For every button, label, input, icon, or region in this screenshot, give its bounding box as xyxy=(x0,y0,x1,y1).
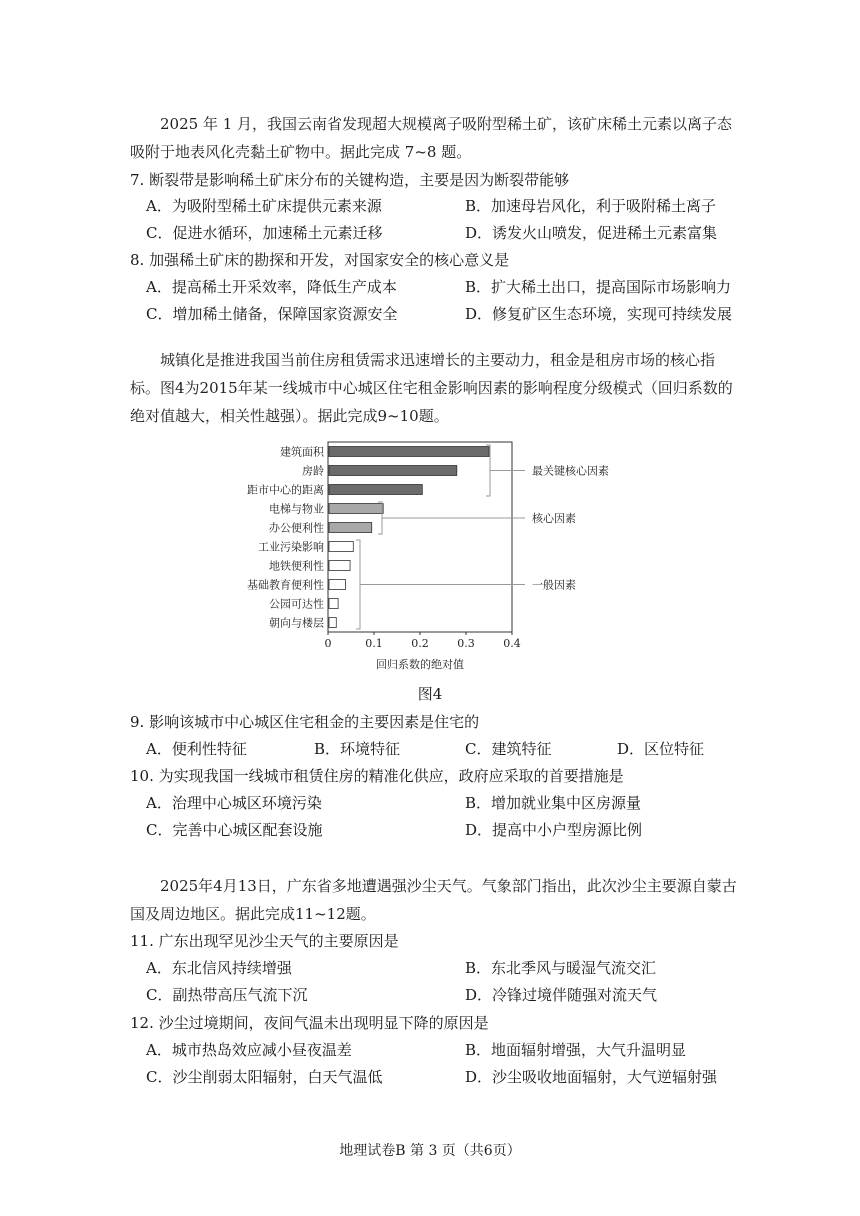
bar-5 xyxy=(329,542,353,552)
question-11-stem: 11. 广东出现罕见沙尘天气的主要原因是 xyxy=(130,932,399,950)
q9-option-a[interactable]: A．便利性特征 xyxy=(146,740,247,758)
question-10-stem: 10. 为实现我国一线城市租赁住房的精准化供应，政府应采取的首要措施是 xyxy=(130,767,624,785)
q8-option-a[interactable]: A．提高稀土开采效率，降低生产成本 xyxy=(146,278,397,296)
bar-4 xyxy=(329,523,372,533)
q10-option-d[interactable]: D．提高中小户型房源比例 xyxy=(465,821,643,839)
question-12-stem: 12. 沙尘过境期间，夜间气温未出现明显下降的原因是 xyxy=(130,1014,489,1032)
q8-option-b[interactable]: B．扩大稀土出口，提高国际市场影响力 xyxy=(465,278,732,296)
q11-option-c[interactable]: C．副热带高压气流下沉 xyxy=(146,986,308,1004)
passage-rare-earth: 2025 年 1 月，我国云南省发现超大规模离子吸附型稀土矿，该矿床稀土元素以离子态吸附于地表风化壳黏土矿物中。据此完成 7~8 题。 xyxy=(130,115,733,161)
category-label-3: 电梯与物业 xyxy=(269,502,324,516)
group-label-1: 核心因素 xyxy=(532,512,576,525)
category-label-0: 建筑面积 xyxy=(280,445,324,459)
question-8-stem: 8. 加强稀土矿床的勘探和开发，对国家安全的核心意义是 xyxy=(130,251,510,269)
passage-rent: 城镇化是推进我国当前住房租赁需求迅速增长的主要动力，租金是租房市场的核心指标。图4为2015年某一线城市中心城区住宅租金影响因素的影响程度分级模式（回归系数的绝对值越大，相关性越强）。据此完成9~10题。 xyxy=(130,351,733,425)
x-tick-label-2: 0.2 xyxy=(411,637,429,650)
bar-3 xyxy=(329,504,383,514)
q11-option-d[interactable]: D．冷锋过境伴随强对流天气 xyxy=(465,986,658,1004)
group-bracket-2 xyxy=(356,540,360,629)
group-label-2: 一般因素 xyxy=(532,578,576,592)
q9-option-d[interactable]: D．区位特征 xyxy=(617,740,705,758)
q7-option-c[interactable]: C．促进水循环，加速稀土元素迁移 xyxy=(146,224,383,242)
bar-8 xyxy=(329,599,338,609)
x-tick-label-3: 0.3 xyxy=(457,637,475,650)
q10-option-b[interactable]: B．增加就业集中区房源量 xyxy=(465,794,642,812)
group-label-0: 最关键核心因素 xyxy=(532,464,609,478)
x-tick-label-4: 0.4 xyxy=(503,637,521,650)
rent-factor-chart xyxy=(230,436,650,672)
category-label-8: 公园可达性 xyxy=(269,597,324,611)
q8-option-d[interactable]: D．修复矿区生态环境，实现可持续发展 xyxy=(465,305,733,323)
bar-9 xyxy=(329,618,336,628)
q11-option-b[interactable]: B．东北季风与暖湿气流交汇 xyxy=(465,959,657,977)
category-label-2: 距市中心的距离 xyxy=(247,483,324,497)
q10-option-a[interactable]: A．治理中心城区环境污染 xyxy=(146,794,322,812)
q12-option-c[interactable]: C．沙尘削弱太阳辐射，白天气温低 xyxy=(146,1068,383,1086)
bar-6 xyxy=(329,561,350,571)
q8-option-c[interactable]: C．增加稀土储备，保障国家资源安全 xyxy=(146,305,398,323)
question-7-stem: 7. 断裂带是影响稀土矿床分布的关键构造，主要是因为断裂带能够 xyxy=(130,171,570,189)
q12-option-a[interactable]: A．城市热岛效应减小昼夜温差 xyxy=(146,1041,352,1059)
q10-option-c[interactable]: C．完善中心城区配套设施 xyxy=(146,821,323,839)
bar-1 xyxy=(329,466,457,476)
q7-option-a[interactable]: A．为吸附型稀土矿床提供元素来源 xyxy=(146,197,382,215)
q7-option-d[interactable]: D．诱发火山喷发，促进稀土元素富集 xyxy=(465,224,718,242)
category-label-9: 朝向与楼层 xyxy=(269,616,324,630)
q9-option-c[interactable]: C．建筑特征 xyxy=(465,740,552,758)
q7-option-b[interactable]: B．加速母岩风化，利于吸附稀土离子 xyxy=(465,197,717,215)
q9-option-b[interactable]: B．环境特征 xyxy=(314,740,401,758)
q12-option-b[interactable]: B．地面辐射增强，大气升温明显 xyxy=(465,1041,687,1059)
bar-2 xyxy=(329,485,422,495)
page-footer: 地理试卷B 第 3 页（共6页） xyxy=(339,1143,521,1159)
category-label-5: 工业污染影响 xyxy=(258,540,324,554)
category-label-7: 基础教育便利性 xyxy=(247,578,324,592)
x-axis-label: 回归系数的绝对值 xyxy=(376,658,464,671)
category-label-6: 地铁便利性 xyxy=(269,559,324,573)
category-label-4: 办公便利性 xyxy=(269,521,324,535)
question-9-stem: 9. 影响该城市中心城区住宅租金的主要因素是住宅的 xyxy=(130,713,480,731)
passage-dust: 2025年4月13日，广东省多地遭遇强沙尘天气。气象部门指出，此次沙尘主要源自蒙古国及周边地区。据此完成11~12题。 xyxy=(130,877,737,923)
q11-option-a[interactable]: A．东北信风持续增强 xyxy=(146,959,292,977)
bar-0 xyxy=(329,447,489,457)
category-label-1: 房龄 xyxy=(302,464,324,478)
x-tick-label-0: 0 xyxy=(324,637,332,650)
x-tick-label-1: 0.1 xyxy=(365,637,383,650)
bar-7 xyxy=(329,580,345,590)
figure-caption: 图4 xyxy=(417,685,443,703)
q12-option-d[interactable]: D．沙尘吸收地面辐射，大气逆辐射强 xyxy=(465,1068,718,1086)
